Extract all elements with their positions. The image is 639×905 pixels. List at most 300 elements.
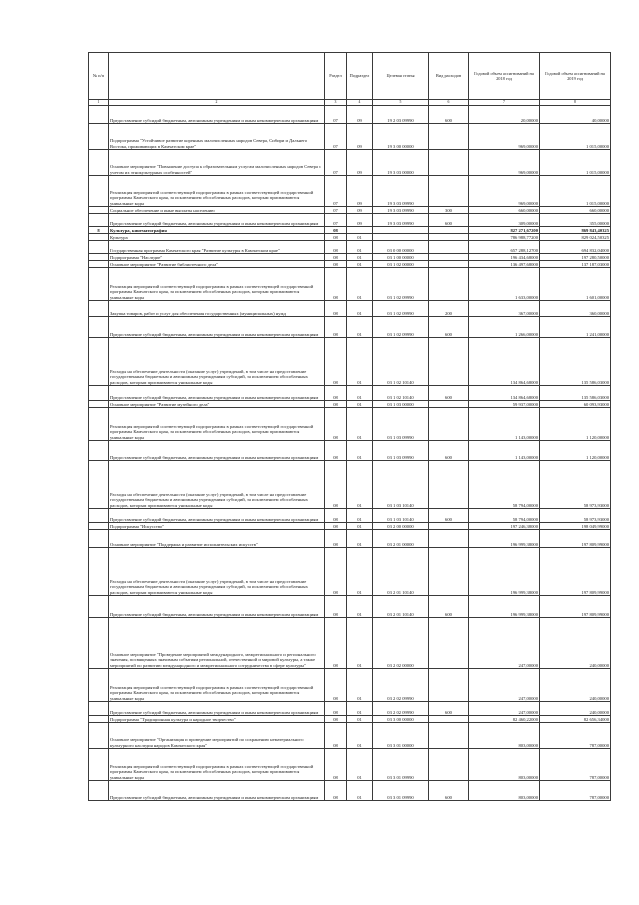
cell-statya: 19 3 00 00000: [373, 124, 429, 150]
cell-razdel: 08: [325, 716, 347, 723]
column-number: 5: [373, 100, 429, 106]
cell-2018: 1 143,00000: [469, 408, 540, 441]
cell-statya: 03 2 00 00000: [373, 523, 429, 530]
table-row: [89, 150, 611, 176]
cell-podrazdel: 01: [347, 749, 373, 781]
cell-2018: 657 288,12700: [469, 241, 540, 254]
table-row: [89, 618, 611, 669]
cell-num: [89, 530, 109, 548]
cell-name: Культура, кинематография: [109, 227, 325, 234]
cell-num: [89, 241, 109, 254]
cell-podrazdel: 01: [347, 317, 373, 338]
cell-2019: 660,00000: [540, 207, 611, 214]
cell-statya: 03 2 02 00000: [373, 618, 429, 669]
cell-razdel: 08: [325, 669, 347, 702]
cell-name: Основное мероприятие "Развитие музейного дела": [109, 401, 325, 408]
cell-num: [89, 669, 109, 702]
cell-2018: 20,00000: [469, 106, 540, 124]
table-row: [89, 523, 611, 530]
cell-num: [89, 401, 109, 408]
cell-2019: 1 241,00000: [540, 317, 611, 338]
cell-razdel: 08: [325, 408, 347, 441]
cell-podrazdel: 09: [347, 207, 373, 214]
table-row: [89, 781, 611, 801]
cell-2019: 1 015,00000: [540, 176, 611, 207]
cell-name: Реализация мероприятий соответствующей подпрограммы в рамках соответствующей государственной программы Камчатского края, за исключением обособленных расходов, которым присваиваются уникальные коды: [109, 749, 325, 781]
cell-vid: 600: [429, 781, 469, 801]
cell-2018: 827 271,67200: [469, 227, 540, 234]
cell-name: Реализация мероприятий соответствующей подпрограммы в рамках соответствующей государственной программы Камчатского края, за исключением обособленных расходов, которым присваиваются уникальные коды: [109, 268, 325, 301]
table-row: [89, 386, 611, 401]
cell-2019: 869 843,40325: [540, 227, 611, 234]
cell-2019: 240,00000: [540, 702, 611, 716]
cell-name: Расходы на обеспечение деятельности (оказание услуг) учреждений, в том числе на предоставление государственным бюджетным и автономным учреждениям субсидий, за исключением обособленных расходов, которым присваиваются уникальные коды: [109, 548, 325, 596]
cell-num: [89, 106, 109, 124]
cell-name: Культура: [109, 234, 325, 241]
cell-num: [89, 441, 109, 461]
cell-podrazdel: 09: [347, 124, 373, 150]
cell-num: [89, 301, 109, 317]
cell-podrazdel: 01: [347, 386, 373, 401]
table-row: [89, 268, 611, 301]
cell-num: [89, 150, 109, 176]
table-row: [89, 124, 611, 150]
cell-vid: [429, 461, 469, 509]
cell-razdel: 07: [325, 214, 347, 227]
table-row: [89, 669, 611, 702]
cell-2019: 197 809,99000: [540, 596, 611, 618]
cell-vid: [429, 124, 469, 150]
cell-podrazdel: 09: [347, 106, 373, 124]
cell-statya: 19 2 03 09990: [373, 106, 429, 124]
cell-name: Реализация мероприятий соответствующей подпрограммы в рамках соответствующей государственной программы Камчатского края, за исключением обособленных расходов, которым присваиваются уникальные коды: [109, 669, 325, 702]
cell-2019: 829 024,50325: [540, 234, 611, 241]
cell-vid: 600: [429, 441, 469, 461]
cell-vid: 300: [429, 207, 469, 214]
cell-num: [89, 176, 109, 207]
table-row: [89, 241, 611, 254]
cell-num: [89, 261, 109, 268]
cell-razdel: 08: [325, 268, 347, 301]
table-row: [89, 749, 611, 781]
cell-2019: 197 809,99000: [540, 548, 611, 596]
cell-2019: 135 586,03000: [540, 338, 611, 386]
cell-statya: 03 1 03 00000: [373, 401, 429, 408]
cell-2019: 1 601,00000: [540, 268, 611, 301]
cell-podrazdel: 01: [347, 618, 373, 669]
header-row: [89, 53, 611, 100]
cell-razdel: 08: [325, 241, 347, 254]
cell-statya: [373, 234, 429, 241]
table-row: [89, 317, 611, 338]
cell-name: Предоставление субсидий бюджетным, автономным учреждениям и иным некоммерческим организациям: [109, 214, 325, 227]
cell-statya: 19 3 03 09990: [373, 214, 429, 227]
cell-statya: 03 1 02 09990: [373, 301, 429, 317]
cell-2018: 197 246,38000: [469, 523, 540, 530]
cell-razdel: 08: [325, 723, 347, 749]
cell-name: Основное мероприятие "Поддержка и развитие исполнительских искусств": [109, 530, 325, 548]
table-row: [89, 207, 611, 214]
cell-vid: [429, 241, 469, 254]
cell-razdel: 07: [325, 124, 347, 150]
cell-num: [89, 618, 109, 669]
cell-statya: 03 1 02 00000: [373, 261, 429, 268]
cell-2018: 969,00000: [469, 150, 540, 176]
column-number: 4: [347, 100, 373, 106]
cell-name: Государственная программа Камчатского края "Развитие культуры в Камчатском крае": [109, 241, 325, 254]
cell-statya: 03 3 01 09990: [373, 781, 429, 801]
cell-vid: [429, 716, 469, 723]
cell-2019: 1 015,00000: [540, 124, 611, 150]
cell-2018: 196 434,68000: [469, 254, 540, 261]
cell-name: Предоставление субсидий бюджетным, автономным учреждениям и иным некоммерческим организациям: [109, 509, 325, 523]
cell-podrazdel: [347, 227, 373, 234]
table-row: [89, 234, 611, 241]
cell-podrazdel: 09: [347, 214, 373, 227]
cell-2019: 787,00000: [540, 723, 611, 749]
cell-num: [89, 214, 109, 227]
cell-num: [89, 509, 109, 523]
cell-2018: 136 497,68000: [469, 261, 540, 268]
cell-name: Предоставление субсидий бюджетным, автономным учреждениям и иным некоммерческим организациям: [109, 781, 325, 801]
cell-name: Основное мероприятие "Развитие библиотечного дела": [109, 261, 325, 268]
cell-razdel: 08: [325, 261, 347, 268]
table-row: [89, 509, 611, 523]
header-name: [109, 53, 325, 100]
column-number: 6: [429, 100, 469, 106]
cell-2019: 197 809,99000: [540, 530, 611, 548]
header-2019: Годовой объем ассигнований на 2019 год: [540, 53, 611, 100]
cell-podrazdel: 01: [347, 548, 373, 596]
cell-podrazdel: 01: [347, 596, 373, 618]
table-row: [89, 301, 611, 317]
cell-podrazdel: 01: [347, 338, 373, 386]
cell-razdel: 08: [325, 234, 347, 241]
budget-table: [88, 52, 611, 801]
cell-razdel: 08: [325, 401, 347, 408]
cell-num: [89, 781, 109, 801]
cell-name: Предоставление субсидий бюджетным, автономным учреждениям и иным некоммерческим организациям: [109, 702, 325, 716]
cell-num: [89, 461, 109, 509]
cell-statya: 03 3 01 00000: [373, 723, 429, 749]
cell-vid: [429, 254, 469, 261]
cell-vid: [429, 749, 469, 781]
cell-statya: 03 1 03 10140: [373, 509, 429, 523]
cell-name: Предоставление субсидий бюджетным, автономным учреждениям и иным некоммерческим организациям: [109, 441, 325, 461]
cell-num: 8: [89, 227, 109, 234]
cell-vid: 600: [429, 106, 469, 124]
cell-vid: [429, 176, 469, 207]
cell-statya: 03 1 03 09990: [373, 408, 429, 441]
cell-2018: 1 266,00000: [469, 317, 540, 338]
table-row: [89, 261, 611, 268]
cell-statya: 03 2 01 10140: [373, 548, 429, 596]
cell-2018: 196 999,38000: [469, 548, 540, 596]
cell-vid: 600: [429, 386, 469, 401]
header-razdel: Раздел: [325, 53, 347, 100]
cell-2019: 60 093,93000: [540, 401, 611, 408]
cell-num: [89, 408, 109, 441]
cell-2019: 240,00000: [540, 669, 611, 702]
cell-num: [89, 548, 109, 596]
cell-num: [89, 723, 109, 749]
cell-statya: 03 1 02 10140: [373, 338, 429, 386]
column-number: 2: [109, 100, 325, 106]
cell-razdel: 08: [325, 386, 347, 401]
cell-2018: 309,00000: [469, 214, 540, 227]
cell-name: Основное мероприятие "Повышение доступа к образовательным услугам малочисленных народов Севера с учетом их этнокультурных особенностей": [109, 150, 325, 176]
cell-num: [89, 317, 109, 338]
cell-statya: 03 1 02 09990: [373, 317, 429, 338]
cell-2018: 786 988,77200: [469, 234, 540, 241]
cell-podrazdel: 01: [347, 781, 373, 801]
table-row: [89, 176, 611, 207]
header-num: № п/п: [89, 53, 109, 100]
cell-2018: 196 999,38000: [469, 596, 540, 618]
table-row: [89, 254, 611, 261]
cell-2018: 196 999,38000: [469, 530, 540, 548]
cell-name: Социальное обеспечение и иные выплаты населению: [109, 207, 325, 214]
column-number: 7: [469, 100, 540, 106]
cell-2019: 135 586,03000: [540, 386, 611, 401]
cell-2018: 803,00000: [469, 781, 540, 801]
cell-razdel: 07: [325, 150, 347, 176]
cell-2019: 1 120,00000: [540, 408, 611, 441]
cell-statya: 03 1 02 09990: [373, 268, 429, 301]
cell-razdel: 08: [325, 227, 347, 234]
cell-name: Подпрограмма "Наследие": [109, 254, 325, 261]
cell-2019: 198 049,99000: [540, 523, 611, 530]
cell-razdel: 08: [325, 749, 347, 781]
cell-name: Предоставление субсидий бюджетным, автономным учреждениям и иным некоммерческим организациям: [109, 317, 325, 338]
cell-vid: [429, 548, 469, 596]
cell-2019: 58 973,93000: [540, 461, 611, 509]
cell-num: [89, 716, 109, 723]
column-number: 1: [89, 100, 109, 106]
cell-statya: 19 3 03 09990: [373, 176, 429, 207]
cell-vid: [429, 227, 469, 234]
cell-statya: 03 1 02 10140: [373, 386, 429, 401]
cell-num: [89, 749, 109, 781]
cell-2018: 1 143,00000: [469, 441, 540, 461]
cell-2019: 137 187,03000: [540, 261, 611, 268]
cell-2019: 787,00000: [540, 749, 611, 781]
cell-2018: 1 633,00000: [469, 268, 540, 301]
cell-statya: 03 2 02 09990: [373, 702, 429, 716]
cell-vid: [429, 268, 469, 301]
cell-podrazdel: 01: [347, 530, 373, 548]
cell-vid: [429, 408, 469, 441]
cell-vid: [429, 523, 469, 530]
cell-name: Предоставление субсидий бюджетным, автономным учреждениям и иным некоммерческим организациям: [109, 106, 325, 124]
cell-razdel: 08: [325, 317, 347, 338]
cell-razdel: 08: [325, 441, 347, 461]
cell-name: Реализация мероприятий соответствующей подпрограммы в рамках соответствующей государственной программы Камчатского края, за исключением обособленных расходов, которым присваиваются уникальные коды: [109, 176, 325, 207]
cell-num: [89, 596, 109, 618]
cell-2019: 1 120,00000: [540, 441, 611, 461]
cell-2018: 367,00000: [469, 301, 540, 317]
header-2018: Годовой объем ассигнований на 2018 год: [469, 53, 540, 100]
cell-2018: 969,00000: [469, 176, 540, 207]
table-row: [89, 596, 611, 618]
cell-2018: 134 864,68000: [469, 338, 540, 386]
cell-podrazdel: 01: [347, 254, 373, 261]
cell-2019: 40,00000: [540, 106, 611, 124]
cell-razdel: 08: [325, 702, 347, 716]
cell-num: [89, 234, 109, 241]
cell-vid: 200: [429, 301, 469, 317]
cell-2018: 247,00000: [469, 618, 540, 669]
cell-podrazdel: 01: [347, 401, 373, 408]
cell-podrazdel: 01: [347, 669, 373, 702]
table-row: [89, 227, 611, 234]
table-row: [89, 716, 611, 723]
cell-podrazdel: 01: [347, 523, 373, 530]
cell-razdel: 07: [325, 176, 347, 207]
cell-razdel: 08: [325, 461, 347, 509]
table-row: [89, 214, 611, 227]
cell-vid: [429, 261, 469, 268]
cell-num: [89, 268, 109, 301]
cell-razdel: 08: [325, 254, 347, 261]
cell-2018: 59 937,00000: [469, 401, 540, 408]
cell-podrazdel: 01: [347, 301, 373, 317]
cell-name: Расходы на обеспечение деятельности (оказание услуг) учреждений, в том числе на предоставление государственным бюджетным и автономным учреждениям субсидий, за исключением обособленных расходов, которым присваиваются уникальные коды: [109, 461, 325, 509]
cell-razdel: 07: [325, 207, 347, 214]
cell-statya: 03 2 01 00000: [373, 530, 429, 548]
cell-statya: 03 2 01 10140: [373, 596, 429, 618]
cell-name: Подпрограмма "Устойчивое развитие коренных малочисленных народов Севера, Сибири и Дальнего Востока, проживающих в Камчатском крае": [109, 124, 325, 150]
cell-2018: 247,00000: [469, 669, 540, 702]
cell-razdel: 08: [325, 338, 347, 386]
cell-razdel: 08: [325, 618, 347, 669]
cell-num: [89, 386, 109, 401]
cell-name: Основное мероприятие "Проведение мероприятий международного, межрегионального и регионального значения, посвященных значимым событиям региональной, отечественной и мировой культуры, а также мероприятий по развитию международного и межрегионального сотрудничества в сфере культуры": [109, 618, 325, 669]
cell-statya: [373, 227, 429, 234]
column-number: 3: [325, 100, 347, 106]
cell-vid: [429, 150, 469, 176]
cell-2018: 660,00000: [469, 207, 540, 214]
cell-podrazdel: 01: [347, 261, 373, 268]
cell-2018: 803,00000: [469, 723, 540, 749]
table-row: [89, 408, 611, 441]
cell-statya: 03 1 00 00000: [373, 254, 429, 261]
cell-razdel: 08: [325, 523, 347, 530]
cell-statya: 19 3 03 00000: [373, 150, 429, 176]
cell-name: Подпрограмма "Искусство": [109, 523, 325, 530]
cell-2019: 240,00000: [540, 618, 611, 669]
cell-num: [89, 124, 109, 150]
cell-2018: 803,00000: [469, 749, 540, 781]
cell-vid: [429, 234, 469, 241]
cell-name: Подпрограмма "Традиционная культура и народное творчество": [109, 716, 325, 723]
cell-name: Реализация мероприятий соответствующей подпрограммы в рамках соответствующей государственной программы Камчатского края, за исключением обособленных расходов, которым присваиваются уникальные коды: [109, 408, 325, 441]
cell-podrazdel: 01: [347, 408, 373, 441]
cell-vid: 600: [429, 509, 469, 523]
cell-name: Предоставление субсидий бюджетным, автономным учреждениям и иным некоммерческим организациям: [109, 386, 325, 401]
cell-num: [89, 207, 109, 214]
table-row: [89, 548, 611, 596]
cell-2019: 197 280,50000: [540, 254, 611, 261]
header-vid: Вид расходов: [429, 53, 469, 100]
cell-2018: 969,00000: [469, 124, 540, 150]
table-row: [89, 702, 611, 716]
cell-vid: 600: [429, 702, 469, 716]
cell-podrazdel: 01: [347, 716, 373, 723]
cell-podrazdel: 01: [347, 441, 373, 461]
cell-2019: 694 832,04000: [540, 241, 611, 254]
table-row: [89, 401, 611, 408]
cell-razdel: 08: [325, 301, 347, 317]
table-row: [89, 530, 611, 548]
cell-podrazdel: 01: [347, 702, 373, 716]
table-row: [89, 461, 611, 509]
column-number: 8: [540, 100, 611, 106]
cell-podrazdel: 01: [347, 723, 373, 749]
cell-razdel: 07: [325, 106, 347, 124]
cell-num: [89, 338, 109, 386]
header-statya: Целевая статья: [373, 53, 429, 100]
cell-statya: 03 3 00 00000: [373, 716, 429, 723]
cell-2019: 1 015,00000: [540, 150, 611, 176]
cell-podrazdel: 01: [347, 461, 373, 509]
table-body: [89, 106, 611, 801]
cell-vid: 600: [429, 317, 469, 338]
cell-2018: 58 794,00000: [469, 461, 540, 509]
cell-name: Закупка товаров, работ и услуг для обеспечения государственных (муниципальных) нужд: [109, 301, 325, 317]
table-row: [89, 723, 611, 749]
cell-name: Предоставление субсидий бюджетным, автономным учреждениям и иным некоммерческим организациям: [109, 596, 325, 618]
cell-2019: 58 973,93000: [540, 509, 611, 523]
cell-podrazdel: 09: [347, 176, 373, 207]
cell-podrazdel: 01: [347, 234, 373, 241]
cell-2018: 134 864,68000: [469, 386, 540, 401]
cell-podrazdel: 01: [347, 241, 373, 254]
cell-vid: 600: [429, 214, 469, 227]
cell-2019: 360,00000: [540, 301, 611, 317]
cell-razdel: 08: [325, 596, 347, 618]
cell-2019: 82 656,34000: [540, 716, 611, 723]
cell-statya: 03 0 00 00000: [373, 241, 429, 254]
cell-vid: 600: [429, 596, 469, 618]
cell-name: Расходы на обеспечение деятельности (оказание услуг) учреждений, в том числе на предоставление государственным бюджетным и автономным учреждениям субсидий, за исключением обособленных расходов, которым присваиваются уникальные коды: [109, 338, 325, 386]
cell-podrazdel: 01: [347, 268, 373, 301]
table-row: [89, 338, 611, 386]
cell-vid: [429, 338, 469, 386]
cell-razdel: 08: [325, 509, 347, 523]
cell-vid: [429, 723, 469, 749]
cell-statya: 03 1 03 09990: [373, 441, 429, 461]
cell-vid: [429, 618, 469, 669]
cell-razdel: 08: [325, 781, 347, 801]
cell-2019: 787,00000: [540, 781, 611, 801]
budget-page: [88, 52, 610, 801]
cell-2018: 58 794,00000: [469, 509, 540, 523]
cell-2019: 355,00000: [540, 214, 611, 227]
cell-podrazdel: 01: [347, 509, 373, 523]
cell-statya: 03 3 01 09990: [373, 749, 429, 781]
cell-2018: 82 460,22000: [469, 716, 540, 723]
cell-podrazdel: 09: [347, 150, 373, 176]
cell-vid: [429, 530, 469, 548]
cell-razdel: 08: [325, 530, 347, 548]
cell-vid: [429, 669, 469, 702]
cell-vid: [429, 401, 469, 408]
table-row: [89, 441, 611, 461]
cell-2018: 247,00000: [469, 702, 540, 716]
cell-name: Основное мероприятие "Организация и проведение мероприятий по сохранению нематериального культурного наследия народов Камчатского края": [109, 723, 325, 749]
table-row: [89, 106, 611, 124]
